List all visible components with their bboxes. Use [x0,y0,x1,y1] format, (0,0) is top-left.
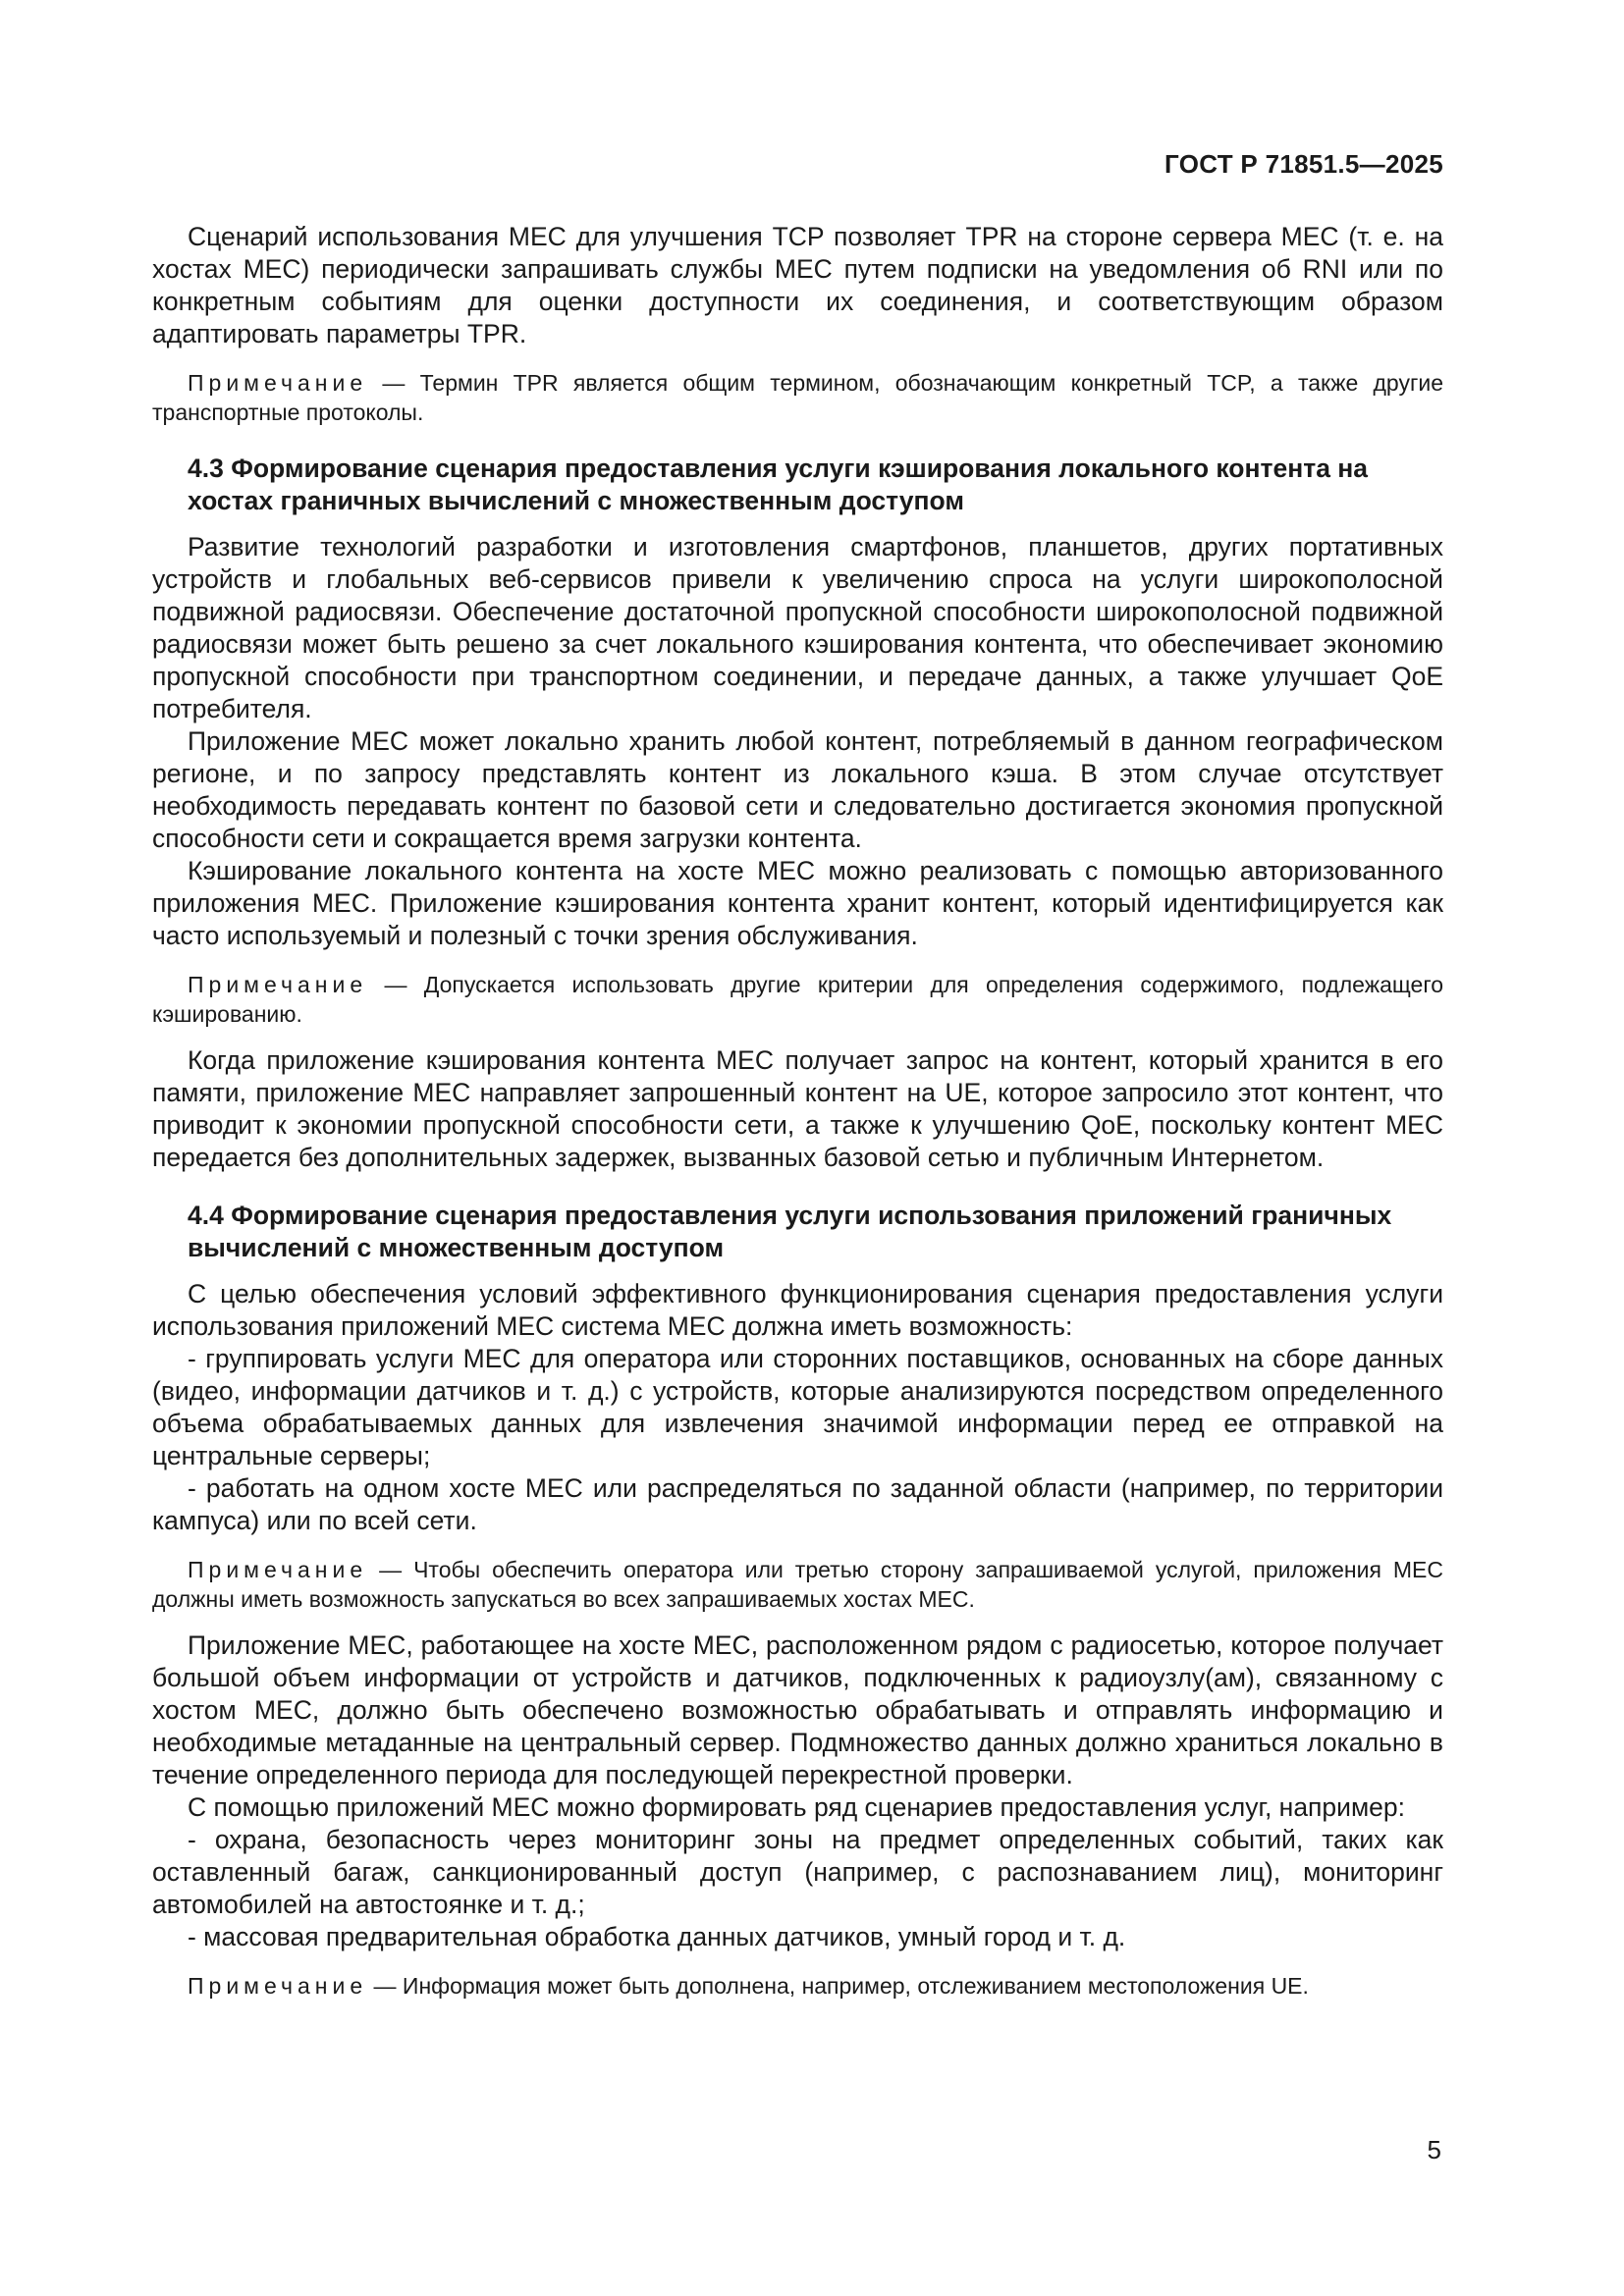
page-number: 5 [1427,2135,1441,2164]
list-item: - работать на одном хосте MEC или распределяться по заданной области (например, по территории кампуса) или по всей сети. [152,1473,1443,1535]
note-caching [152,970,1443,1029]
section-4-3-paragraph-3: Кэширование локального контента на хосте MEC можно реализовать с помощью авторизованного приложения MEC. Приложение кэширования контента хранит контент, который идентифицируется как часто используемый и полезный с точки зрения обслуживания. [152,856,1443,950]
note-location [152,1971,1443,2001]
page-content [152,221,1443,2016]
list-item: - группировать услуги MEC для оператора или сторонних поставщиков, основанных на сборе данных (видео, информации датчиков и т. д.) с устройств, которые анализируются посредством определенного объема обрабатываемых данных для извлечения значимой информации перед ее отправкой на центральные серверы; [152,1344,1443,1470]
note-dash: — [367,370,420,396]
note-tpr [152,368,1443,427]
section-4-4-title: 4.4 Формирование сценария предоставления услуги использования приложений граничных вычислений с множественным доступом [188,1201,1392,1262]
list-item: - охрана, безопасность через мониторинг зоны на предмет определенных событий, таких как оставленный багаж, санкционированный доступ (например, с распознаванием лиц), мониторинг автомобилей на автостоянке и т. д.; [152,1825,1443,1919]
section-4-3-title: 4.3 Формирование сценария предоставления услуги кэширования локального контента на хостах граничных вычислений с множественным доступом [188,454,1369,515]
list-item: - массовая предварительная обработка данных датчиков, умный город и т. д. [188,1922,1126,1951]
document-code-header: ГОСТ Р 71851.5—2025 [1164,149,1443,179]
note-text: Чтобы обеспечить оператора или третью сторону запрашиваемой услугой, приложения MEC должны иметь возможность запускаться во всех запрашиваемых хостах MEC. [152,1557,1443,1612]
section-4-3-paragraph-1: Развитие технологий разработки и изготовления смартфонов, планшетов, других портативных устройств и глобальных веб-сервисов привели к увеличению спроса на услуги широкополосной подвижной радиосвязи. Обеспечение достаточной пропускной способности широкополосной подвижной радиосвязи может быть решено за счет локального кэширования контента, что обеспечивает экономию пропускной способности при транспортном соединении, и передаче данных, а также улучшает QoE потребителя. [152,532,1443,723]
note-operator [152,1555,1443,1614]
note-label: Примечание [188,1973,368,1999]
note-label: Примечание [188,1557,368,1582]
note-label: Примечание [188,972,368,997]
note-text: Термин TPR является общим термином, обозначающим конкретный TCP, а также другие транспортные протоколы. [152,370,1443,425]
section-4-3-paragraph-4: Когда приложение кэширования контента MEC получает запрос на контент, который хранится в его памяти, приложение MEC направляет запрошенный контент на UE, которое запросило этот контент, что приводит к экономии пропускной способности сети, а также к улучшению QoE, поскольку контент MEC передается без дополнительных задержек, вызванных базовой сетью и публичным Интернетом. [152,1045,1443,1172]
section-4-3-paragraph-2: Приложение MEC может локально хранить любой контент, потребляемый в данном географическом регионе, и по запросу представлять контент из локального кэша. В этом случае отсутствует необходимость передавать контент по базовой сети и следовательно достигается экономия пропускной способности сети и сокращается время загрузки контента. [152,726,1443,853]
section-4-4-paragraph-2: Приложение MEC, работающее на хосте MEC, расположенном рядом с радиосетью, которое получает большой объем информации от устройств и датчиков, подключенных к радиоузлу(ам), связанному с хостом MEC, должно быть обеспечено возможностью обрабатывать и отправлять информацию и необходимые метаданные на центральный сервер. Подмножество данных должно храниться локально в течение определенного периода для последующей перекрестной проверки. [152,1630,1443,1789]
note-label: Примечание [188,370,368,396]
note-text: Информация может быть дополнена, например, отслеживанием местоположения UE. [402,1973,1309,1999]
note-text: Допускается использовать другие критерии для определения содержимого, подлежащего кэшированию. [152,972,1444,1027]
section-4-4-paragraph-1: С целью обеспечения условий эффективного функционирования сценария предоставления услуги использования приложений MEC система MEC должна иметь возможность: [152,1279,1443,1341]
note-dash: — [367,1973,403,1999]
section-4-4-paragraph-3: С помощью приложений MEC можно формировать ряд сценариев предоставления услуг, например: [188,1792,1406,1822]
intro-paragraph: Сценарий использования MEC для улучшения TCP позволяет TPR на стороне сервера MEC (т. е. на хостах MEC) периодически запрашивать службы MEC путем подписки на уведомления об RNI или по конкретным событиям для оценки доступности их соединения, и соответствующим образом адаптировать параметры TPR. [152,222,1443,348]
note-dash: — [367,972,424,997]
note-dash: — [367,1557,414,1582]
